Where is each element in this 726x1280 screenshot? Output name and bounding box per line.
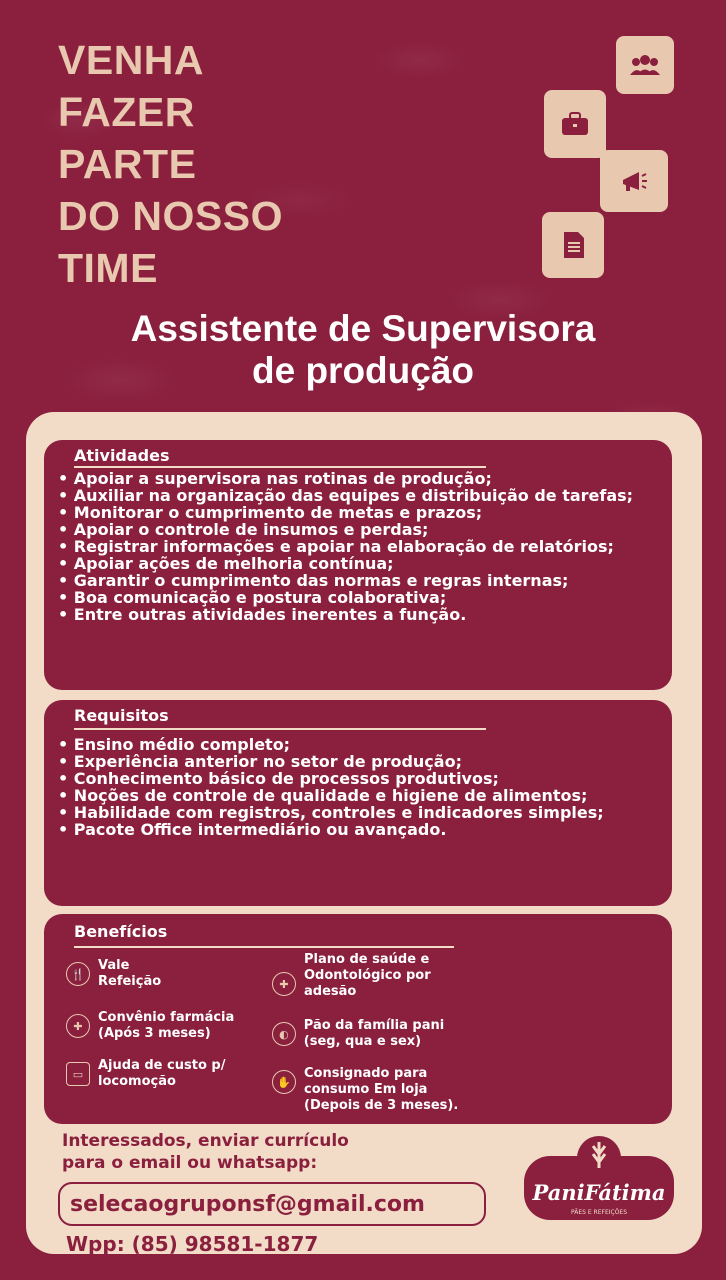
requirements-list [58,736,662,838]
list-item: • Entre outras atividades inerentes a função. [58,606,662,623]
headline [58,34,283,294]
benefits-section [44,914,672,1124]
list-item: • Garantir o cumprimento das normas e regras internas; [58,572,662,589]
people-icon [616,36,674,94]
requirements-divider [74,728,486,730]
list-item: • Monitorar o cumprimento de metas e prazos; [58,504,662,521]
activities-divider [74,466,486,468]
list-item: • Ensino médio completo; [58,736,662,753]
logo-name: PaniFátima [532,1180,666,1205]
health-hand-icon: ✚ [272,972,296,996]
job-title-line: de produção [251,350,475,391]
activities-section [44,440,672,690]
requirements-section [44,700,672,906]
activities-title: Atividades [74,446,170,465]
benefit-text: Convênio farmácia (Após 3 meses) [98,1010,235,1041]
headline-line: VENHA [58,37,205,83]
headline-line: TIME [58,245,158,291]
list-item: • Registrar informações e apoiar na elaboração de relatórios; [58,538,662,555]
benefit-text: Pão da família pani (seg, qua e sex) [303,1018,445,1049]
list-item: • Apoiar o controle de insumos e perdas; [58,521,662,538]
card-icon: ▭ [66,1062,90,1086]
megaphone-icon [600,150,668,212]
benefits-title: Benefícios [74,922,168,941]
benefit-text: Consignado para consumo Em loja (Depois de 3 meses). [304,1066,459,1113]
benefit-item [272,1018,472,1050]
handshake-icon: ✋ [272,1070,296,1094]
headline-line: DO NOSSO [58,193,283,239]
list-item: • Auxiliar na organização das equipes e distribuição de tarefas; [58,487,662,504]
pharmacy-hand-icon: ✚ [66,1014,90,1038]
contact-label [62,1130,349,1174]
benefit-item [272,1066,492,1114]
email-address[interactable]: selecaogruponsf@gmail.com [58,1182,486,1226]
list-item: • Experiência anterior no setor de produção; [58,753,662,770]
contact-label-line: Interessados, enviar currículo [62,1131,349,1151]
job-title [0,308,726,392]
job-title-line: Assistente de Supervisora [130,308,596,349]
headline-line: PARTE [58,141,197,187]
activities-list [58,470,662,623]
benefit-text: Vale Refeição [98,958,162,989]
document-icon [542,212,604,278]
logo-tagline: PÃES E REFEIÇÕES [570,1209,628,1216]
benefit-text: Plano de saúde e Odontológico por adesão [304,952,431,999]
benefit-item [66,958,246,990]
list-item: • Conhecimento básico de processos produtivos; [58,770,662,787]
benefit-item [272,952,452,1000]
list-item: • Pacote Office intermediário ou avançado. [58,821,662,838]
benefits-divider [74,946,454,948]
meal-icon: 🍴 [66,962,90,986]
briefcase-icon [544,90,606,158]
list-item: • Apoiar ações de melhoria contínua; [58,555,662,572]
benefit-item [66,1010,266,1042]
contact-label-line: para o email ou whatsapp: [62,1153,318,1173]
bread-icon: ◐ [272,1022,296,1046]
headline-line: FAZER [58,89,195,135]
whatsapp-number[interactable]: Wpp: (85) 98581-1877 [66,1232,319,1256]
list-item: • Boa comunicação e postura colaborativa; [58,589,662,606]
benefit-item [66,1058,266,1090]
list-item: • Apoiar a supervisora nas rotinas de produção; [58,470,662,487]
benefit-text: Ajuda de custo p/ locomoção [98,1058,226,1089]
requirements-title: Requisitos [74,706,169,725]
panifatima-logo [520,1134,678,1228]
list-item: • Habilidade com registros, controles e indicadores simples; [58,804,662,821]
list-item: • Noções de controle de qualidade e higiene de alimentos; [58,787,662,804]
